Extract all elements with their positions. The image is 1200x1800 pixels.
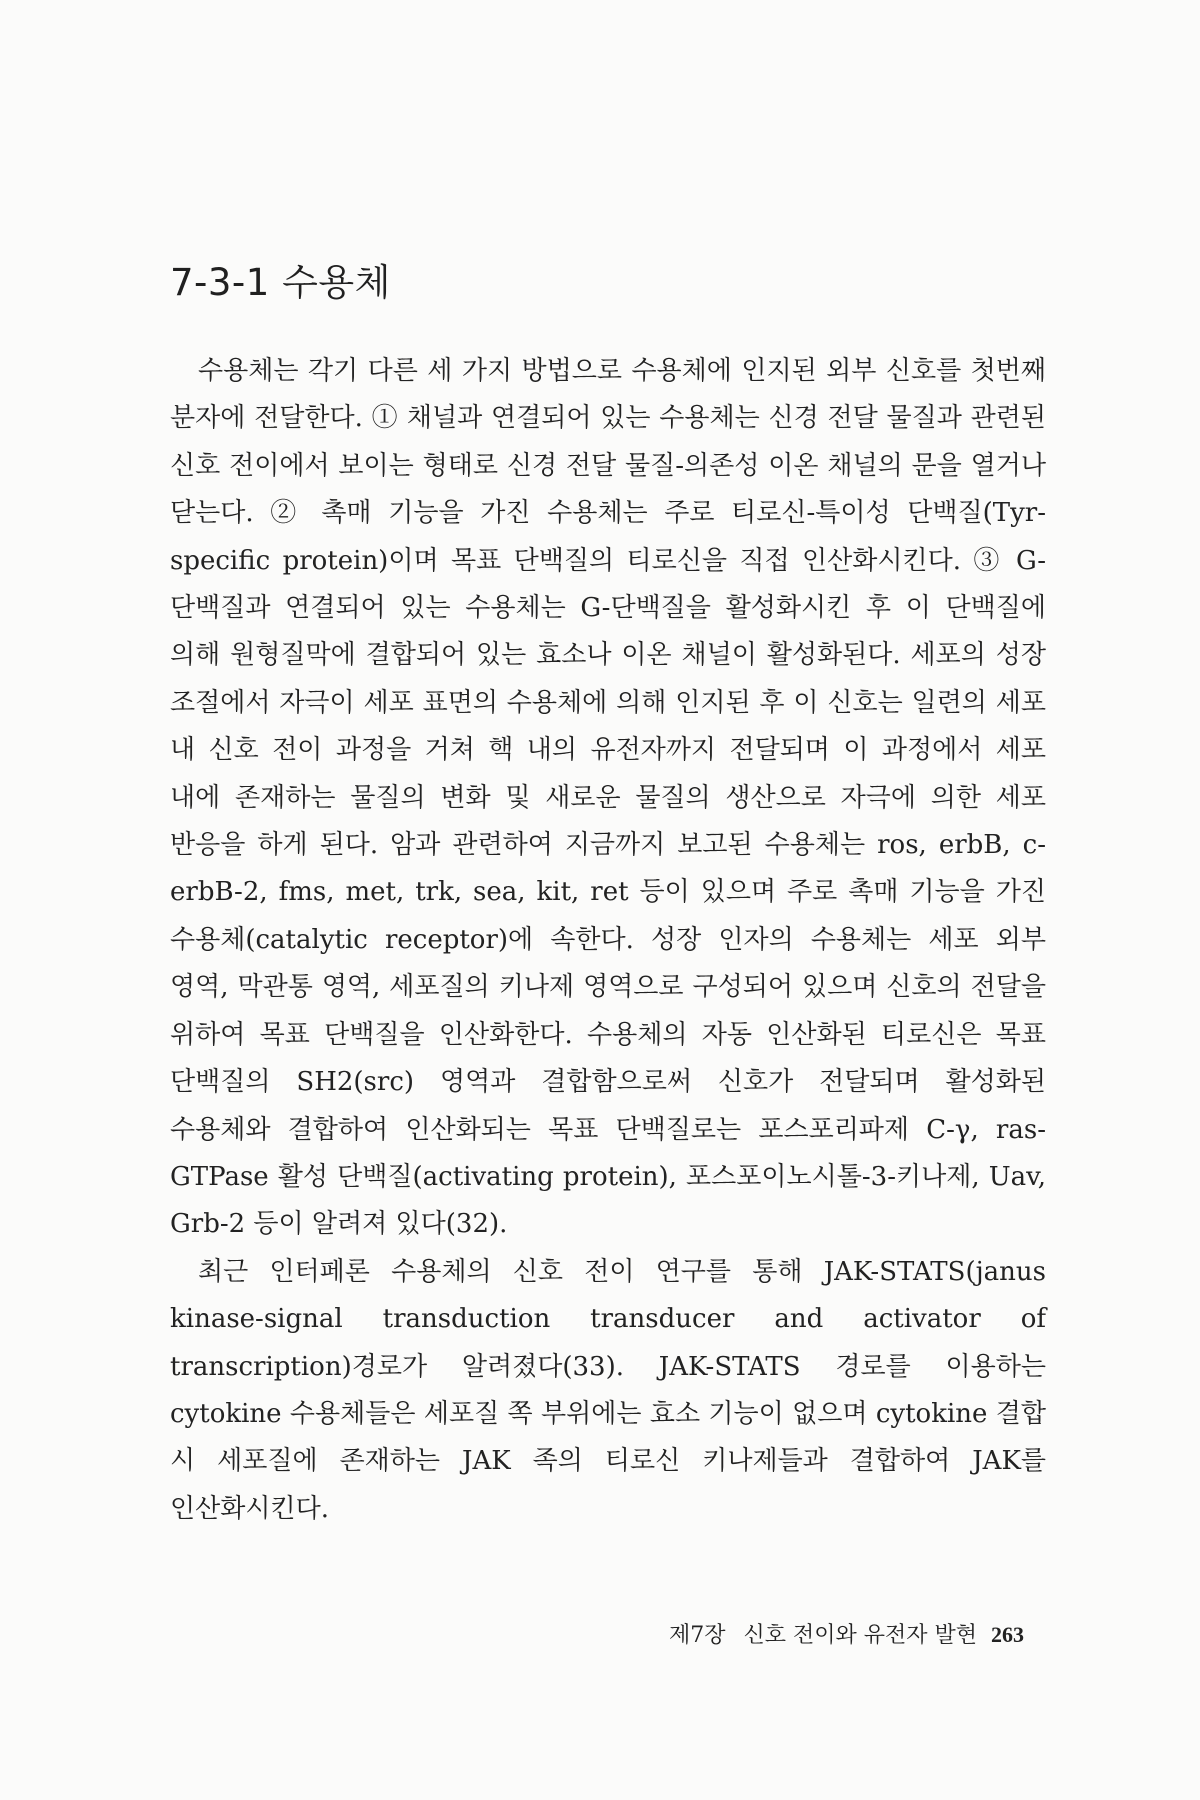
paragraph-1: 수용체는 각기 다른 세 가지 방법으로 수용체에 인지된 외부 신호를 첫번째 분자에 전달한다. ① 채널과 연결되어 있는 수용체는 신경 전달 물질과 관련된 신호 전이에서 보이는 형태로 신경 전달 물질-의존성 이온 채널의 문을 열거나 닫는다. ② 촉매 기능을 가진 수용체는 주로 티로신-특이성 단백질(Tyr-specific protein)이며 목표 단백질의 티로신을 직접 인산화시킨다. ③ G-단백질과 연결되어 있는 수용체는 G-단백질을 활성화시킨 후 이 단백질에 의해 원형질막에 결합되어 있는 효소나 이온 채널이 활성화된다. 세포의 성장 조절에서 자극이 세포 표면의 수용체에 의해 인지된 후 이 신호는 일련의 세포 내 신호 전이 과정을 거쳐 핵 내의 유전자까지 전달되며 이 과정에서 세포 내에 존재하는 물질의 변화 및 새로운 물질의 생산으로 자극에 의한 세포 반응을 하게 된다. 암과 관련하여 지금까지 보고된 수용체는 ros, erbB, c-erbB-2, fms, met, trk, sea, kit, ret 등이 있으며 주로 촉매 기능을 가진 수용체(catalytic receptor)에 속한다. 성장 인자의 수용체는 세포 외부 영역, 막관통 영역, 세포질의 키나제 영역으로 구성되어 있으며 신호의 전달을 위하여 목표 단백질을 인산화한다. 수용체의 자동 인산화된 티로신은 목표 단백질의 SH2(src) 영역과 결합함으로써 신호가 전달되며 활성화된 수용체와 결합하여 인산화되는 목표 단백질로는 포스포리파제 C-γ, ras-GTPase 활성 단백질(activating protein), 포스포이노시톨-3-키나제, Uav, Grb-2 등이 알려져 있다(32). [170, 356, 1046, 1240]
footer-chapter: 제7장 [668, 1623, 726, 1648]
paragraph-2: 최근 인터페론 수용체의 신호 전이 연구를 통해 JAK-STATS(janus kinase-signal transduction transducer and activator of transcription)경로가 알려졌다(33). JAK-STATS 경로를 이용하는 cytokine 수용체들은 세포질 쪽 부위에는 효소 기능이 없으며 cytokine 결합 시 세포질에 존재하는 JAK 족의 티로신 키나제들과 결합하여 JAK를 인산화시킨다. [170, 1256, 1046, 1524]
section-heading: 7-3-1 수용체 [170, 261, 391, 304]
page-number: 263 [991, 1622, 1024, 1647]
page-footer [669, 1618, 1024, 1649]
body-text [170, 348, 1046, 1533]
footer-chapter-title: 신호 전이와 유전자 발현 [743, 1623, 977, 1648]
